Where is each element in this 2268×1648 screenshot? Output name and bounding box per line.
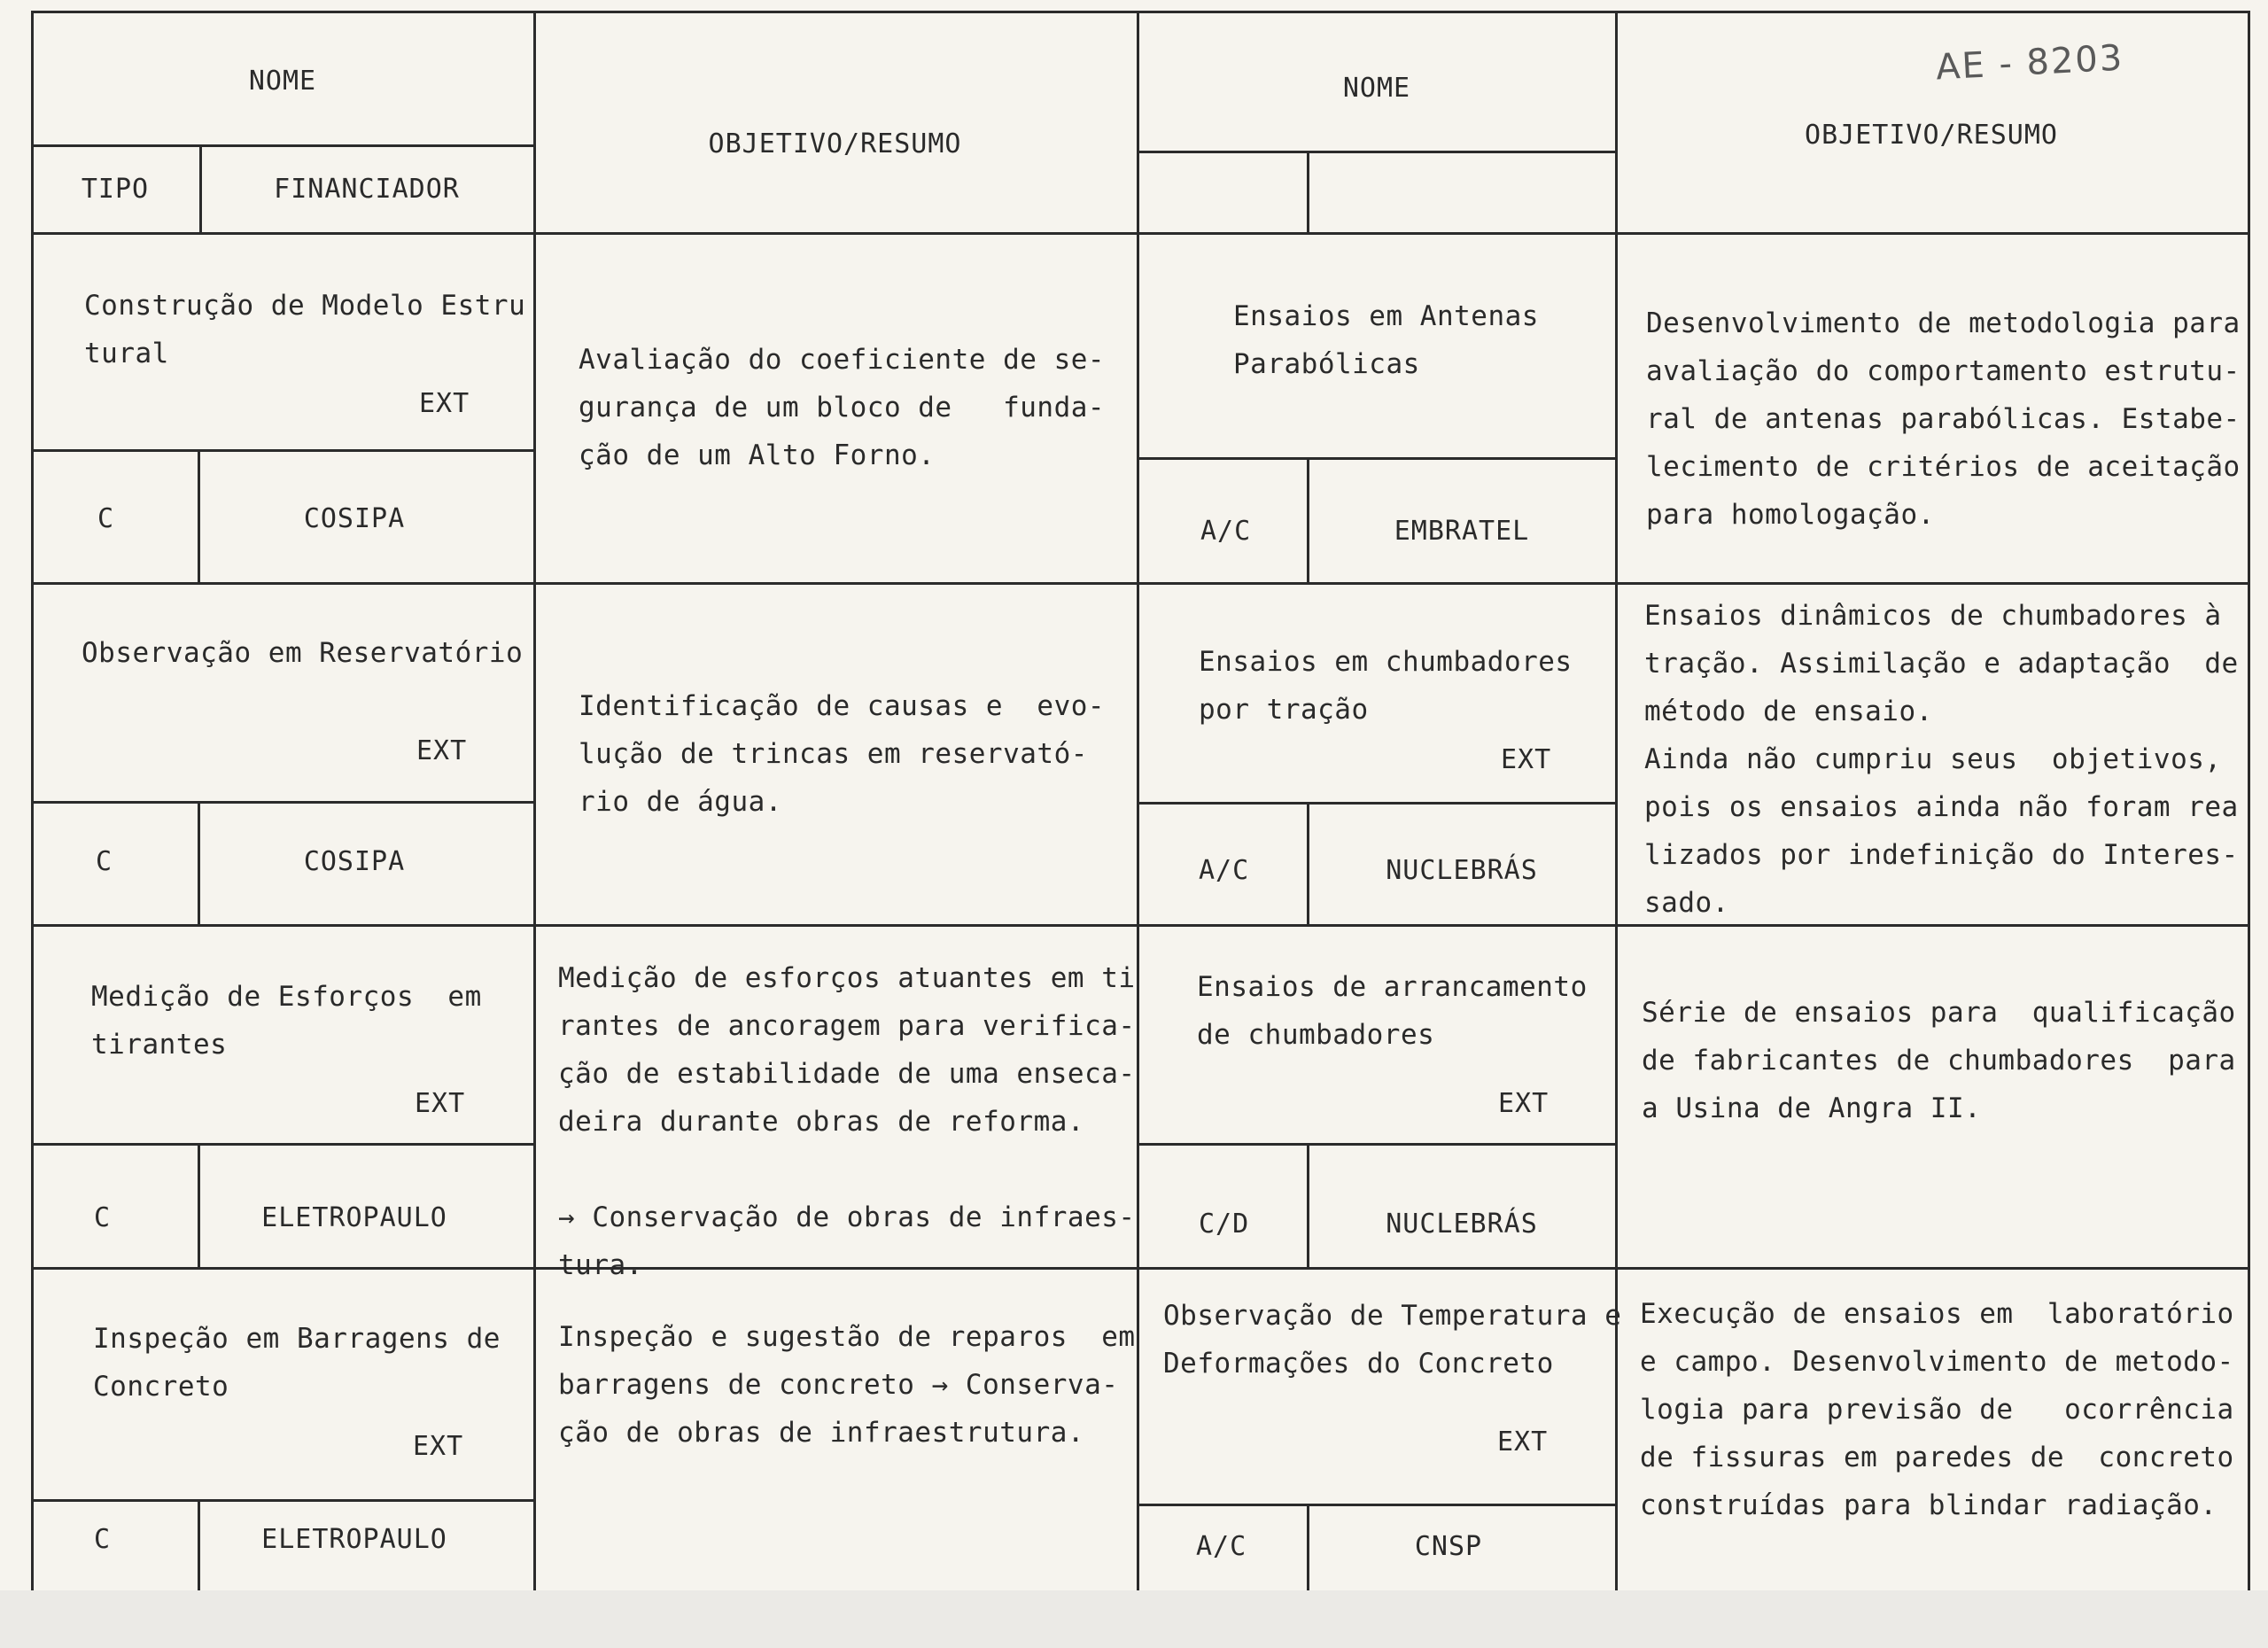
left-row1-ext: EXT: [419, 388, 470, 419]
header-left-objetivo: OBJETIVO/RESUMO: [708, 128, 962, 159]
left-row4-tipo: C: [94, 1524, 112, 1555]
left-row4-objetivo: Inspeção e sugestão de reparos em barragens de concreto → Conserva- ção de obras de infraestrutura.: [558, 1321, 1136, 1449]
left-row4-ext: EXT: [413, 1431, 464, 1462]
row1-right-split: [1138, 457, 1617, 460]
left-row1-financiador: COSIPA: [303, 503, 406, 534]
row4-left-split: [31, 1499, 534, 1502]
left-row1-tipo: C: [97, 503, 115, 534]
right-row4-nome: Observação de Temperatura e Deformações do Concreto: [1163, 1300, 1622, 1380]
row1-left-split: [31, 449, 534, 452]
row1-bottom-line: [31, 582, 2250, 585]
right-row4-financiador: CNSP: [1414, 1531, 1483, 1562]
left-row3-tipo: C: [94, 1202, 112, 1233]
row3-right-tipo-sep: [1307, 1143, 1309, 1267]
left-row3-objetivo: Medição de esforços atuantes em ti rantes de ancoragem para verifica- ção de estabilidade de uma enseca- deira durante obras de reforma. → Conservação de obras de infraes- tura.: [558, 962, 1136, 1281]
left-row4-financiador: ELETROPAULO: [261, 1524, 447, 1555]
left-row2-financiador: COSIPA: [303, 846, 406, 877]
header-bottom-line: [31, 232, 2250, 235]
right-row4-tipo: A/C: [1196, 1531, 1247, 1562]
row2-left-split: [31, 801, 534, 804]
scan-bottom-margin: [0, 1590, 2268, 1648]
right-row3-objetivo: Série de ensaios para qualificação de fabricantes de chumbadores para a Usina de Angra II.: [1642, 997, 2236, 1124]
right-row2-nome: Ensaios em chumbadores por tração: [1199, 646, 1573, 726]
right-row3-ext: EXT: [1498, 1088, 1550, 1119]
row2-right-split: [1138, 802, 1617, 805]
right-row2-financiador: NUCLEBRÁS: [1386, 855, 1538, 886]
right-row3-tipo: C/D: [1199, 1209, 1250, 1240]
archive-stamp: AE - 8203: [1934, 37, 2125, 89]
left-row2-tipo: C: [96, 846, 113, 877]
left-objetivo-line: [533, 11, 536, 1590]
row3-bottom-line: [31, 1267, 2250, 1270]
right-row1-objetivo: Desenvolvimento de metodologia para avaliação do comportamento estrutu- ral de antenas parabólicas. Estabe- lecimento de critérios de aceitação para homologação.: [1646, 307, 2241, 531]
left-row2-ext: EXT: [416, 735, 468, 766]
row4-right-split: [1138, 1504, 1617, 1506]
header-left-tipo: TIPO: [81, 174, 150, 205]
header-left-split: [31, 144, 534, 147]
left-row3-financiador: ELETROPAULO: [261, 1202, 447, 1233]
right-row4-ext: EXT: [1497, 1426, 1549, 1458]
right-row2-ext: EXT: [1501, 744, 1552, 775]
left-row2-objetivo: Identificação de causas e evo- lução de trincas em reservató- rio de água.: [579, 690, 1106, 818]
right-row1-financiador: EMBRATEL: [1394, 516, 1530, 547]
top-border: [31, 11, 2250, 13]
header-left-financiador: FINANCIADOR: [274, 174, 460, 205]
right-border: [2248, 11, 2250, 1590]
right-row2-tipo: A/C: [1199, 855, 1250, 886]
left-row4-nome: Inspeção em Barragens de Concreto: [93, 1323, 501, 1403]
left-row3-ext: EXT: [415, 1088, 466, 1119]
right-row4-objetivo: Execução de ensaios em laboratório e campo. Desenvolvimento de metodo- logia para previsão de ocorrência de fissuras em paredes de concreto construídas para blindar radiação.: [1640, 1298, 2234, 1521]
row3-left-split: [31, 1143, 534, 1146]
left-row1-nome: Construção de Modelo Estru tural: [84, 290, 526, 369]
header-right-tipo-sep: [1307, 151, 1309, 232]
left-border: [31, 11, 34, 1590]
header-left-nome: NOME: [248, 66, 317, 97]
right-row1-nome: Ensaios em Antenas Parabólicas: [1233, 300, 1539, 380]
right-row2-objetivo: Ensaios dinâmicos de chumbadores à tração. Assimilação e adaptação de método de ensaio. Ainda não cumpriu seus objetivos, pois os ensaios ainda não foram rea lizados por indefinição do Interes- sado.: [1644, 600, 2239, 919]
left-row2-nome: Observação em Reservatório: [82, 637, 524, 669]
left-row3-nome: Medição de Esforços em tirantes: [91, 981, 482, 1061]
right-row3-financiador: NUCLEBRÁS: [1386, 1209, 1538, 1240]
header-right-nome: NOME: [1342, 73, 1411, 104]
right-row3-nome: Ensaios de arrancamento de chumbadores: [1197, 971, 1588, 1051]
center-divider-line: [1137, 11, 1139, 1590]
header-right-split: [1138, 151, 1617, 153]
left-row1-objetivo: Avaliação do coeficiente de se- gurança de um bloco de funda- ção de um Alto Forno.: [579, 344, 1106, 471]
right-row1-tipo: A/C: [1200, 516, 1252, 547]
header-right-objetivo: OBJETIVO/RESUMO: [1805, 120, 2058, 151]
row3-right-split: [1138, 1143, 1617, 1146]
